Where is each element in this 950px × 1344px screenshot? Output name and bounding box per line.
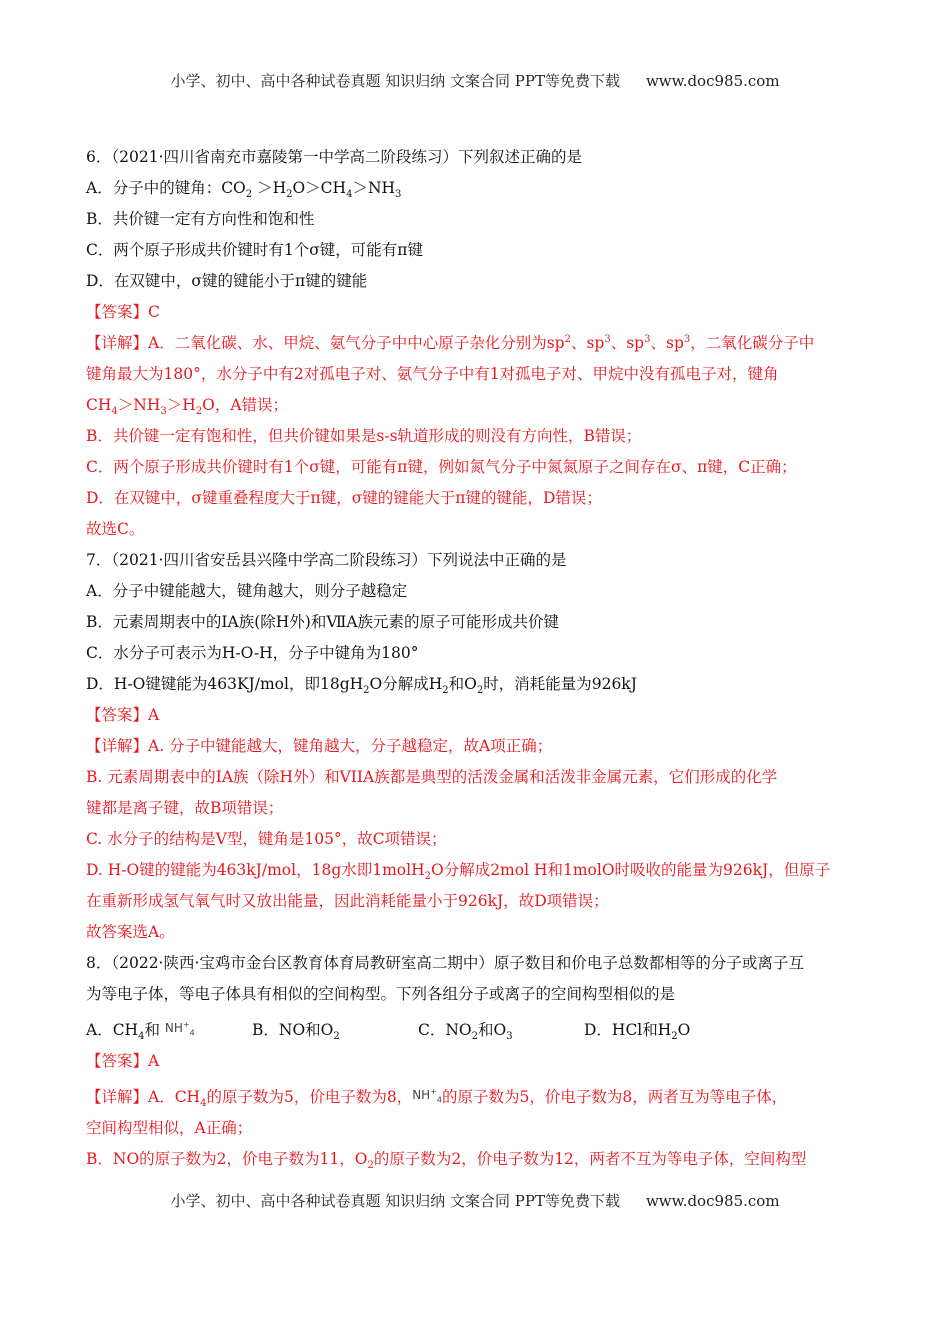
q7-explanation-6: 在重新形成氢气氧气时又放出能量，因此消耗能量小于926kJ，故D项错误； xyxy=(86,892,609,910)
q6-conclusion: 故选C。 xyxy=(86,520,145,538)
q8-option-a: A．$CH_4$和 $NH^+_4$ xyxy=(86,1010,252,1048)
q6-explanation-4: B．共价键一定有饱和性，但共价键如果是s-s轨道形成的则没有方向性，B错误； xyxy=(86,427,642,445)
q6-explanation-1: 【详解】A．二氧化碳、水、甲烷、氨气分子中中心原子杂化分别为$sp^2$、$sp^3$、$sp^3$、$sp^3$，二氧化碳分子中 xyxy=(86,333,815,352)
q7-option-c: C．水分子可表示为H-O-H，分子中键角为180° xyxy=(86,644,419,662)
q8-explanation-2: 空间构型相似，A正确； xyxy=(86,1119,253,1137)
q8-stem-1: 8．（2022·陕西·宝鸡市金台区教育体育局教研室高二期中）原子数目和价电子总数都相等的分子或离子互 xyxy=(86,954,804,972)
q7-explanation-4: C. 水分子的结构是V型，键角是105°，故C项错误； xyxy=(86,830,447,848)
q6-explanation-6: D．在双键中，σ键重叠程度大于π键，σ键的键能大于π键的键能，D错误； xyxy=(86,489,602,507)
page-header xyxy=(0,70,950,91)
q7-explanation-2: B. 元素周期表中的IA族（除H外）和VIIA族都是典型的活泼金属和活泼非金属元素，它们形成的化学 xyxy=(86,768,778,786)
q8-explanation-3: B．NO的原子数为2，价电子数为11，$O_2$的原子数为2，价电子数为12，两者不互为等电子体，空间构型 xyxy=(86,1150,807,1172)
footer-site[interactable]: www.doc985.com xyxy=(645,1192,780,1210)
q7-stem: 7．（2021·四川省安岳县兴隆中学高二阶段练习）下列说法中正确的是 xyxy=(86,551,567,569)
q8-explanation-1: 【详解】A．$CH_4$的原子数为5，价电子数为8，$NH^+_4$的原子数为5，价电子数为8，两者互为等电子体， xyxy=(86,1077,868,1113)
ammonium-ion-2: $NH^+_4$ xyxy=(412,1087,442,1105)
q7-conclusion: 故答案选A。 xyxy=(86,923,175,941)
page-footer xyxy=(0,1190,950,1211)
q8-option-d: D．HCl和$H_2O$ xyxy=(584,1021,691,1043)
q7-option-b: B．元素周期表中的ⅠA族(除H外)和ⅦA族元素的原子可能形成共价键 xyxy=(86,613,560,631)
q8-options xyxy=(86,1010,868,1046)
q7-option-a: A．分子中键能越大，键角越大，则分子越稳定 xyxy=(86,582,408,600)
q6-explanation-3: $CH_4>NH_3>H_2O$，A错误； xyxy=(86,396,289,418)
q6-explanation-5: C．两个原子形成共价键时有1个σ键，可能有π键，例如氮气分子中氮氮原子之间存在σ、π键，C正确； xyxy=(86,458,797,476)
header-text: 小学、初中、高中各种试卷真题 知识归纳 文案合同 PPT等免费下载 xyxy=(170,72,620,90)
q6-option-a: A．分子中的键角：$CO_2 >H_2O>CH_4>NH_3$ xyxy=(86,179,402,201)
q8-stem-2: 为等电子体，等电子体具有相似的空间构型。下列各组分子或离子的空间构型相似的是 xyxy=(86,985,676,1003)
q6-stem: 6．（2021·四川省南充市嘉陵第一中学高二阶段练习）下列叙述正确的是 xyxy=(86,148,582,166)
document-body xyxy=(86,142,868,1175)
q8-option-b: B．NO和$O_2$ xyxy=(252,1021,340,1043)
ammonium-ion: $NH^+_4$ xyxy=(164,1020,195,1038)
q6-option-b: B．共价键一定有方向性和饱和性 xyxy=(86,210,315,228)
q6-option-c: C．两个原子形成共价键时有1个σ键，可能有π键 xyxy=(86,241,423,259)
q7-option-d: D．H-O键键能为463KJ/mol，即$18gH_2O$分解成$H_2$和$O_2$时，消耗能量为926kJ xyxy=(86,675,637,697)
q6-explanation-2: 键角最大为180°，水分子中有2对孤电子对、氨气分子中有1对孤电子对、甲烷中没有孤电子对，键角 xyxy=(86,365,779,383)
q8-option-c: C．$NO_2$和$O_3$ xyxy=(418,1021,513,1043)
q6-answer: 【答案】C xyxy=(86,303,160,321)
q6-option-d: D．在双键中，σ键的键能小于π键的键能 xyxy=(86,272,368,290)
footer-text: 小学、初中、高中各种试卷真题 知识归纳 文案合同 PPT等免费下载 xyxy=(170,1192,620,1210)
q8-answer: 【答案】A xyxy=(86,1052,160,1070)
q7-answer: 【答案】A xyxy=(86,706,160,724)
q7-explanation-5: D. H-O键的键能为463kJ/mol，18g水即1molH$_2$O分解成2mol H和1molO时吸收的能量为926kJ，但原子 xyxy=(86,861,831,883)
header-site[interactable]: www.doc985.com xyxy=(645,72,780,90)
q7-explanation-3: 键都是离子键，故B项错误； xyxy=(86,799,284,817)
q7-explanation-1: 【详解】A. 分子中键能越大，键角越大，分子越稳定，故A项正确； xyxy=(86,737,553,755)
